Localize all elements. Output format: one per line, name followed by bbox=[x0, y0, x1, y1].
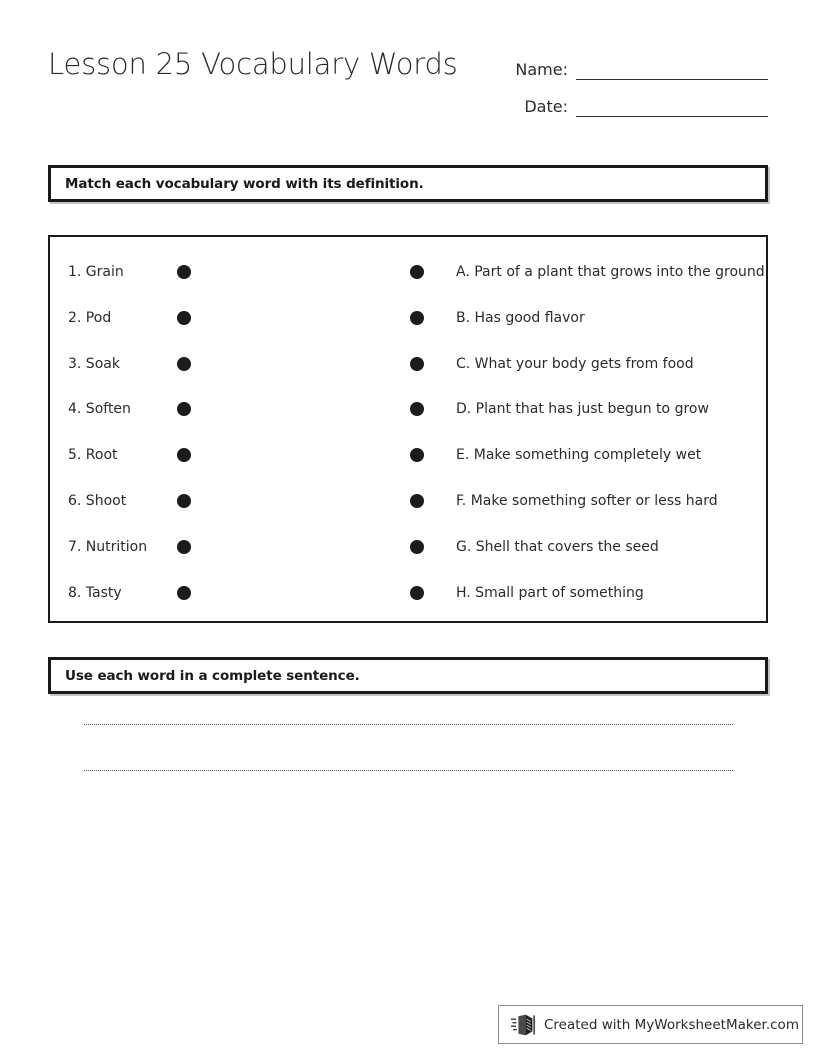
instruction-text: Use each word in a complete sentence. bbox=[65, 667, 360, 684]
instruction-banner-sentence bbox=[48, 657, 768, 694]
matching-row bbox=[50, 249, 766, 295]
match-dot-right[interactable] bbox=[410, 357, 424, 371]
matching-rows-container bbox=[50, 237, 766, 621]
match-dot-left[interactable] bbox=[177, 357, 191, 371]
date-row bbox=[500, 85, 768, 117]
match-dot-right[interactable] bbox=[410, 265, 424, 279]
instruction-banner-matching bbox=[48, 165, 768, 202]
vocabulary-word-label: 5. Root bbox=[68, 447, 118, 464]
vocabulary-word-cell bbox=[50, 295, 402, 341]
matching-row bbox=[50, 295, 766, 341]
vocabulary-word-cell bbox=[50, 570, 402, 616]
definition-cell bbox=[402, 386, 766, 432]
vocabulary-word-label: 3. Soak bbox=[68, 355, 120, 372]
match-dot-right[interactable] bbox=[410, 448, 424, 462]
matching-row bbox=[50, 432, 766, 478]
name-input-line[interactable] bbox=[576, 60, 768, 80]
definition-label: D. Plant that has just begun to grow bbox=[456, 401, 709, 418]
matching-exercise-box bbox=[48, 235, 768, 623]
definition-cell bbox=[402, 432, 766, 478]
match-dot-right[interactable] bbox=[410, 586, 424, 600]
worksheet-maker-logo-icon bbox=[511, 1014, 537, 1036]
match-dot-right[interactable] bbox=[410, 311, 424, 325]
badge-label: Created with MyWorksheetMaker.com bbox=[544, 1016, 799, 1033]
definition-cell bbox=[402, 524, 766, 570]
definition-label: C. What your body gets from food bbox=[456, 355, 694, 372]
vocabulary-word-cell bbox=[50, 432, 402, 478]
date-input-line[interactable] bbox=[576, 97, 768, 117]
vocabulary-word-label: 8. Tasty bbox=[68, 584, 122, 601]
name-row bbox=[500, 48, 768, 80]
page-title: Lesson 25 Vocabulary Words bbox=[48, 47, 458, 81]
definition-label: G. Shell that covers the seed bbox=[456, 538, 659, 555]
matching-row bbox=[50, 478, 766, 524]
match-dot-right[interactable] bbox=[410, 540, 424, 554]
definition-label: F. Make something softer or less hard bbox=[456, 493, 718, 509]
definition-label: B. Has good flavor bbox=[456, 309, 585, 326]
vocabulary-word-label: 2. Pod bbox=[68, 309, 112, 326]
match-dot-left[interactable] bbox=[177, 586, 191, 600]
definition-label: A. Part of a plant that grows into the ground bbox=[456, 264, 765, 280]
date-label: Date: bbox=[524, 97, 568, 116]
match-dot-right[interactable] bbox=[410, 402, 424, 416]
vocabulary-word-label: 7. Nutrition bbox=[68, 538, 148, 555]
matching-row bbox=[50, 386, 766, 432]
vocabulary-word-cell bbox=[50, 341, 402, 387]
instruction-text: Match each vocabulary word with its definition. bbox=[65, 175, 424, 192]
worksheet-header bbox=[48, 44, 768, 124]
matching-row bbox=[50, 341, 766, 387]
definition-cell bbox=[402, 295, 766, 341]
definition-cell bbox=[402, 249, 766, 295]
vocabulary-word-label: 1. Grain bbox=[68, 264, 124, 280]
vocabulary-word-cell bbox=[50, 249, 402, 295]
match-dot-left[interactable] bbox=[177, 540, 191, 554]
definition-cell bbox=[402, 341, 766, 387]
name-label: Name: bbox=[515, 60, 568, 79]
vocabulary-word-cell bbox=[50, 524, 402, 570]
vocabulary-word-cell bbox=[50, 478, 402, 524]
match-dot-left[interactable] bbox=[177, 448, 191, 462]
match-dot-left[interactable] bbox=[177, 402, 191, 416]
sentence-write-line[interactable] bbox=[84, 724, 733, 725]
created-with-badge[interactable] bbox=[498, 1005, 803, 1044]
match-dot-right[interactable] bbox=[410, 494, 424, 508]
match-dot-left[interactable] bbox=[177, 265, 191, 279]
vocabulary-word-cell bbox=[50, 386, 402, 432]
matching-row bbox=[50, 570, 766, 616]
vocabulary-word-label: 4. Soften bbox=[68, 401, 131, 418]
definition-label: H. Small part of something bbox=[456, 584, 644, 601]
definition-cell bbox=[402, 570, 766, 616]
match-dot-left[interactable] bbox=[177, 494, 191, 508]
match-dot-left[interactable] bbox=[177, 311, 191, 325]
matching-row bbox=[50, 524, 766, 570]
sentence-write-line[interactable] bbox=[84, 770, 733, 771]
definition-label: E. Make something completely wet bbox=[456, 447, 702, 464]
vocabulary-word-label: 6. Shoot bbox=[68, 493, 127, 509]
definition-cell bbox=[402, 478, 766, 524]
name-date-block bbox=[500, 48, 768, 122]
